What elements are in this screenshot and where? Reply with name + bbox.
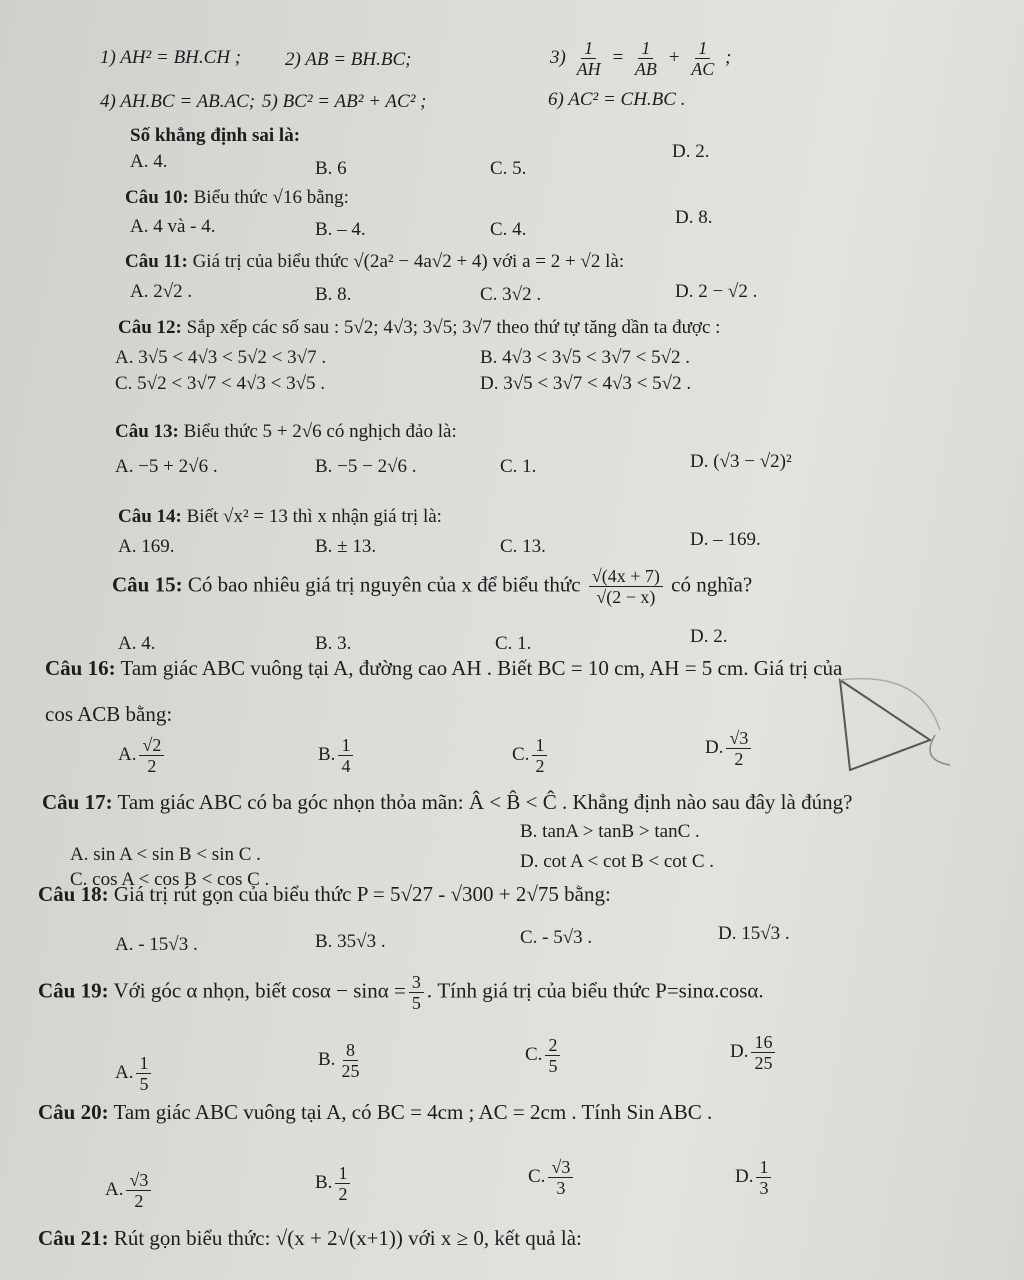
q21-stem (38, 1226, 582, 1250)
q14-option-d[interactable]: D. – 169. (690, 529, 761, 550)
frac-num: 1 (581, 38, 596, 59)
q12-text: Sắp xếp các số sau : 5√2; 4√3; 3√5; 3√7 theo thứ tự tăng dần ta được : (186, 317, 721, 338)
q11-option-d[interactable]: D. 2 − √2 . (675, 281, 758, 302)
q14-option-c[interactable]: C. 13. (500, 536, 546, 557)
q10-option-a[interactable]: A. 4 và - 4. (130, 216, 216, 237)
q10-option-b[interactable]: B. – 4. (315, 219, 366, 240)
q17-text: Tam giác ABC có ba góc nhọn thỏa mãn: Â < B̂ < Ĉ . Khẳng định nào sau đây là đúng? (117, 790, 853, 814)
option-letter: A. (105, 1178, 124, 1200)
q14-option-a[interactable]: A. 169. (118, 536, 175, 557)
q13-label: Câu 13: (115, 421, 179, 442)
q10-option-c[interactable]: C. 4. (490, 219, 527, 240)
q15-label: Câu 15: (112, 572, 183, 597)
q18-label: Câu 18: (38, 882, 109, 906)
q12-option-b[interactable]: B. 4√3 < 3√5 < 3√7 < 5√2 . (480, 347, 691, 368)
q17-option-a[interactable]: A. sin A < sin B < sin C . (70, 844, 261, 865)
q20-option-b[interactable] (315, 1163, 353, 1204)
option-letter: D. (735, 1165, 754, 1187)
q11-option-a[interactable]: A. 2√2 . (130, 281, 193, 302)
frac-num: 3 (409, 972, 424, 993)
q19-option-a[interactable] (115, 1053, 154, 1094)
option-letter: D. (705, 736, 724, 758)
frac-den: 5 (411, 993, 421, 1013)
frac-den: AB (634, 59, 657, 79)
q20-stem (38, 1100, 712, 1124)
frac-num: √2 (139, 735, 164, 756)
q13-stem (115, 420, 457, 444)
q18-option-d[interactable]: D. 15√3 . (718, 923, 790, 944)
statement-1: 1) AH² = BH.CH ; (100, 47, 242, 68)
q17-option-b[interactable]: B. tanA > tanB > tanC . (520, 821, 700, 842)
q15-text: Có bao nhiêu giá trị nguyên của x để biểu thức (187, 572, 581, 597)
q16-option-b[interactable] (318, 735, 356, 776)
frac-num: 1 (338, 735, 353, 756)
q19-option-d[interactable] (730, 1032, 778, 1073)
q14-option-b[interactable]: B. ± 13. (315, 536, 377, 557)
q14-stem (118, 505, 442, 529)
q9-option-b[interactable]: B. 6 (315, 158, 347, 179)
q11-option-b[interactable]: B. 8. (315, 284, 352, 305)
q19-option-b[interactable] (318, 1040, 365, 1081)
q16-option-a[interactable] (118, 735, 167, 776)
q15-option-c[interactable]: C. 1. (495, 633, 532, 654)
frac-num: 2 (545, 1035, 560, 1056)
q17-stem (42, 790, 852, 814)
q9-option-d[interactable]: D. 2. (672, 141, 710, 162)
q19-stem (38, 972, 764, 1013)
q15-stem (112, 566, 752, 607)
q20-option-a[interactable] (105, 1170, 154, 1211)
q9-option-a[interactable]: A. 4. (130, 151, 168, 172)
frac-den: 3 (556, 1178, 566, 1198)
option-letter: C. (512, 743, 530, 765)
frac-den: 2 (147, 756, 157, 776)
frac-num: √(4x + 7) (589, 566, 663, 587)
q11-label: Câu 11: (125, 251, 188, 272)
frac-num: √3 (726, 728, 751, 749)
q18-text: Giá trị rút gọn của biểu thức P = 5√27 - √300 + 2√75 bằng: (113, 882, 611, 906)
q19-label: Câu 19: (38, 978, 109, 1003)
frac-den: 25 (754, 1053, 773, 1073)
q16-stem (45, 656, 842, 680)
frac-num: √3 (126, 1170, 151, 1191)
q12-option-a[interactable]: A. 3√5 < 4√3 < 5√2 < 3√7 . (115, 347, 327, 368)
q17-label: Câu 17: (42, 790, 113, 814)
q13-option-a[interactable]: A. −5 + 2√6 . (115, 456, 218, 477)
q9-option-c[interactable]: C. 5. (490, 158, 527, 179)
frac-num: 1 (695, 38, 710, 59)
option-letter: D. (730, 1040, 749, 1062)
frac-num: 1 (532, 735, 547, 756)
q11-option-c[interactable]: C. 3√2 . (480, 284, 542, 305)
q10-label: Câu 10: (125, 187, 189, 208)
q15-text-after: có nghĩa? (671, 572, 753, 597)
statement-4: 4) AH.BC = AB.AC; (100, 91, 256, 112)
q13-option-d[interactable]: D. (√3 − √2)² (690, 451, 792, 472)
q16-label: Câu 16: (45, 656, 116, 680)
q20-option-c[interactable] (528, 1157, 576, 1198)
option-letter: B. (315, 1171, 333, 1193)
q9-prompt: Số khẳng định sai là: (130, 125, 301, 146)
q21-text: Rút gọn biểu thức: √(x + 2√(x+1)) với x ≥ 0, kết quả là: (113, 1226, 582, 1250)
frac-den: 25 (341, 1061, 360, 1081)
q16-option-c[interactable] (512, 735, 550, 776)
q20-option-d[interactable] (735, 1157, 774, 1198)
q14-label: Câu 14: (118, 506, 182, 527)
option-letter: A. (118, 743, 137, 765)
q20-label: Câu 20: (38, 1100, 109, 1124)
q15-option-b[interactable]: B. 3. (315, 633, 352, 654)
q16-option-d[interactable] (705, 728, 754, 769)
q19-text-after: . Tính giá trị của biểu thức P=sinα.cosα. (426, 978, 764, 1003)
q18-option-b[interactable]: B. 35√3 . (315, 931, 386, 952)
q20-text: Tam giác ABC vuông tại A, có BC = 4cm ; AC = 2cm . Tính Sin ABC . (113, 1100, 713, 1124)
frac-den: √(2 − x) (596, 587, 656, 607)
option-letter: A. (115, 1061, 134, 1083)
frac-den: 4 (341, 756, 351, 776)
frac-num: 16 (751, 1032, 775, 1053)
statement-3: 3) $\frac{1}{AH}$ = $\frac{1}{AB}$ + $\frac{1}{AC}$ ; (550, 38, 732, 79)
frac-den: 2 (134, 1191, 144, 1211)
q12-option-c[interactable]: C. 5√2 < 3√7 < 4√3 < 3√5 . (115, 373, 326, 394)
q13-text: Biểu thức 5 + 2√6 có nghịch đảo là: (183, 421, 457, 442)
frac-den: 2 (535, 756, 545, 776)
q21-label: Câu 21: (38, 1226, 109, 1250)
q11-text: Giá trị của biểu thức √(2a² − 4a√2 + 4) với a = 2 + √2 là: (192, 251, 625, 272)
frac-den: 3 (759, 1178, 769, 1198)
option-letter: B. (318, 1048, 336, 1070)
option-letter: C. (525, 1043, 543, 1065)
q12-stem (118, 316, 720, 340)
frac-den: 2 (734, 749, 744, 769)
q16-text: Tam giác ABC vuông tại A, đường cao AH . Biết BC = 10 cm, AH = 5 cm. Giá trị của (120, 656, 843, 680)
frac-den: AC (691, 59, 715, 79)
statement-5: 5) BC² = AB² + AC² ; (262, 91, 427, 112)
statement-3-label: 3) (550, 46, 566, 68)
q12-option-d[interactable]: D. 3√5 < 3√7 < 4√3 < 5√2 . (480, 373, 692, 394)
frac-num: √3 (548, 1157, 573, 1178)
option-letter: C. (528, 1165, 546, 1187)
q16-stem-2: cos ACB bằng: (45, 702, 173, 726)
q17-option-c[interactable]: C. cos A < cos B < cos C . (70, 869, 270, 890)
q15-option-a[interactable]: A. 4. (118, 633, 156, 654)
frac-den: 5 (139, 1074, 149, 1094)
option-letter: B. (318, 743, 336, 765)
frac-num: 1 (136, 1053, 151, 1074)
q18-option-a[interactable]: A. - 15√3 . (115, 934, 198, 955)
q10-stem (125, 186, 349, 210)
triangle-sketch (820, 670, 960, 790)
q15-option-d[interactable]: D. 2. (690, 626, 728, 647)
q17-option-d[interactable]: D. cot A < cot B < cot C . (520, 851, 715, 872)
frac-den: AH (576, 59, 601, 79)
frac-num: 8 (343, 1040, 358, 1061)
frac-num: 1 (638, 38, 653, 59)
q19-option-c[interactable] (525, 1035, 563, 1076)
q18-stem (38, 882, 611, 906)
q18-option-c[interactable]: C. - 5√3 . (520, 927, 593, 948)
q19-text: Với góc α nhọn, biết cosα − sinα = (113, 978, 406, 1003)
q13-option-c[interactable]: C. 1. (500, 456, 537, 477)
q14-text: Biết √x² = 13 thì x nhận giá trị là: (186, 506, 442, 527)
q13-option-b[interactable]: B. −5 − 2√6 . (315, 456, 417, 477)
statement-6: 6) AC² = CH.BC . (548, 89, 686, 110)
frac-num: 1 (335, 1163, 350, 1184)
q11-stem (125, 250, 624, 274)
q12-label: Câu 12: (118, 317, 182, 338)
frac-den: 2 (338, 1184, 348, 1204)
q10-text: Biểu thức √16 bằng: (193, 187, 349, 208)
statement-2: 2) AB = BH.BC; (285, 49, 412, 70)
frac-den: 5 (548, 1056, 558, 1076)
q10-option-d[interactable]: D. 8. (675, 207, 713, 228)
frac-num: 1 (756, 1157, 771, 1178)
